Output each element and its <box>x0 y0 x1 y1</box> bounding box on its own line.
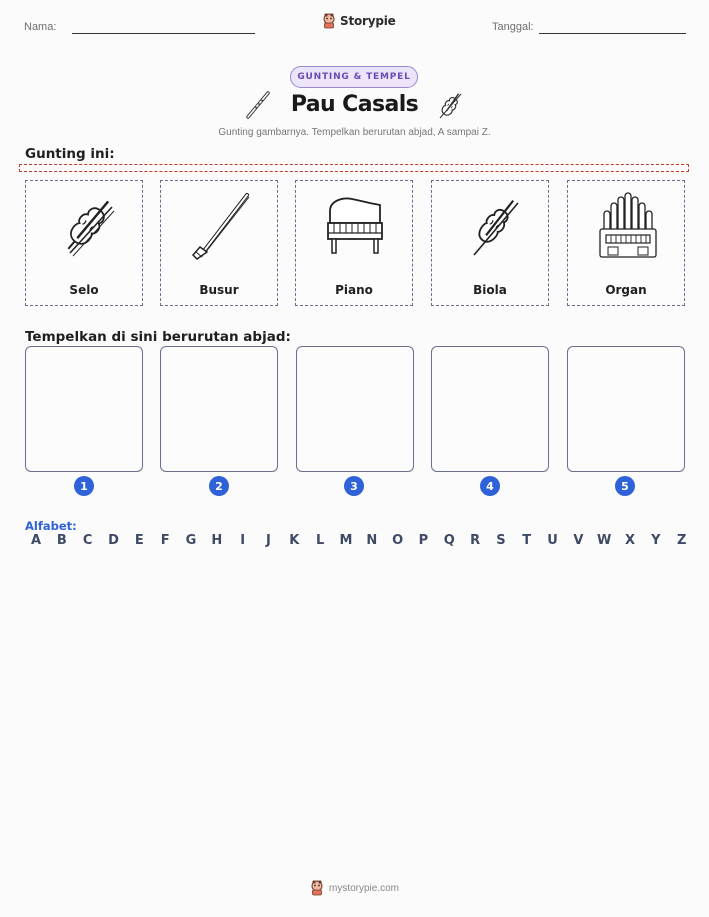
page-title: Pau Casals <box>290 92 419 117</box>
alphabet-letter: K <box>289 533 300 548</box>
cello-icon <box>52 189 118 263</box>
alphabet-letter: N <box>366 533 378 548</box>
activity-badge: GUNTING & TEMPEL <box>290 66 418 88</box>
alphabet-letter: A <box>30 533 42 548</box>
alphabet-letter: M <box>339 533 353 548</box>
cut-card-piano[interactable] <box>295 180 413 306</box>
card-label-biola: Biola <box>473 283 507 297</box>
paste-slot-5[interactable] <box>567 346 685 472</box>
alphabet-letter: Q <box>443 533 455 548</box>
alphabet-letter: E <box>134 533 144 548</box>
paste-slot-2[interactable] <box>160 346 278 472</box>
alphabet-letter: J <box>266 533 271 548</box>
storypie-mascot-icon <box>310 880 324 896</box>
card-label-selo: Selo <box>69 283 99 297</box>
slot-number-4: 4 <box>480 476 500 496</box>
slot-number-2: 2 <box>209 476 229 496</box>
name-label: Nama: <box>24 21 57 33</box>
alphabet-letter: W <box>597 533 612 548</box>
violin-icon <box>458 189 524 263</box>
alphabet-row <box>26 533 692 548</box>
slot-number-3: 3 <box>344 476 364 496</box>
instructions: Gunting gambarnya. Tempelkan berurutan abjad, A sampai Z. <box>218 127 491 138</box>
footer <box>0 880 709 896</box>
alphabet-letter: F <box>160 533 170 548</box>
date-label: Tanggal: <box>492 21 534 33</box>
slot-number-1: 1 <box>74 476 94 496</box>
paste-slot-1[interactable] <box>25 346 143 472</box>
card-label-busur: Busur <box>199 283 239 297</box>
alphabet-letter: H <box>211 533 223 548</box>
alphabet-letter: I <box>240 533 246 548</box>
brand-logo <box>322 13 396 29</box>
alphabet-letter: P <box>418 533 429 548</box>
alphabet-letter: Z <box>676 533 687 548</box>
cut-heading: Gunting ini: <box>25 146 115 162</box>
alphabet-letter: S <box>496 533 506 548</box>
cut-card-selo[interactable] <box>25 180 143 306</box>
cut-card-organ[interactable] <box>567 180 685 306</box>
alphabet-letter: U <box>547 533 558 548</box>
violin-icon <box>434 90 466 122</box>
alphabet-letter: R <box>470 533 481 548</box>
alphabet-letter: Y <box>651 533 661 548</box>
alphabet-letter: O <box>392 533 404 548</box>
bow-icon <box>187 189 253 263</box>
alphabet-letter: C <box>82 533 93 548</box>
card-label-piano: Piano <box>335 283 373 297</box>
paste-slot-3[interactable] <box>296 346 414 472</box>
cut-card-busur[interactable] <box>160 180 278 306</box>
alphabet-letter: G <box>185 533 197 548</box>
piano-icon <box>322 189 388 263</box>
alphabet-letter: V <box>573 533 584 548</box>
slot-number-5: 5 <box>615 476 635 496</box>
alphabet-letter: B <box>56 533 67 548</box>
alphabet-letter: X <box>625 533 636 548</box>
paste-heading: Tempelkan di sini berurutan abjad: <box>25 329 291 345</box>
date-line[interactable] <box>539 33 686 34</box>
alphabet-letter: T <box>522 533 532 548</box>
cut-card-biola[interactable] <box>431 180 549 306</box>
card-label-organ: Organ <box>605 283 647 297</box>
paste-slot-4[interactable] <box>431 346 549 472</box>
alphabet-letter: D <box>108 533 119 548</box>
cut-line[interactable] <box>19 164 689 172</box>
alphabet-heading: Alfabet: <box>25 519 77 533</box>
organ-icon <box>594 189 660 263</box>
footer-site[interactable]: mystorypie.com <box>328 882 399 894</box>
storypie-mascot-icon <box>322 13 336 29</box>
name-line[interactable] <box>72 33 255 34</box>
alphabet-letter: L <box>315 533 325 548</box>
brand-name: Storypie <box>340 14 396 28</box>
